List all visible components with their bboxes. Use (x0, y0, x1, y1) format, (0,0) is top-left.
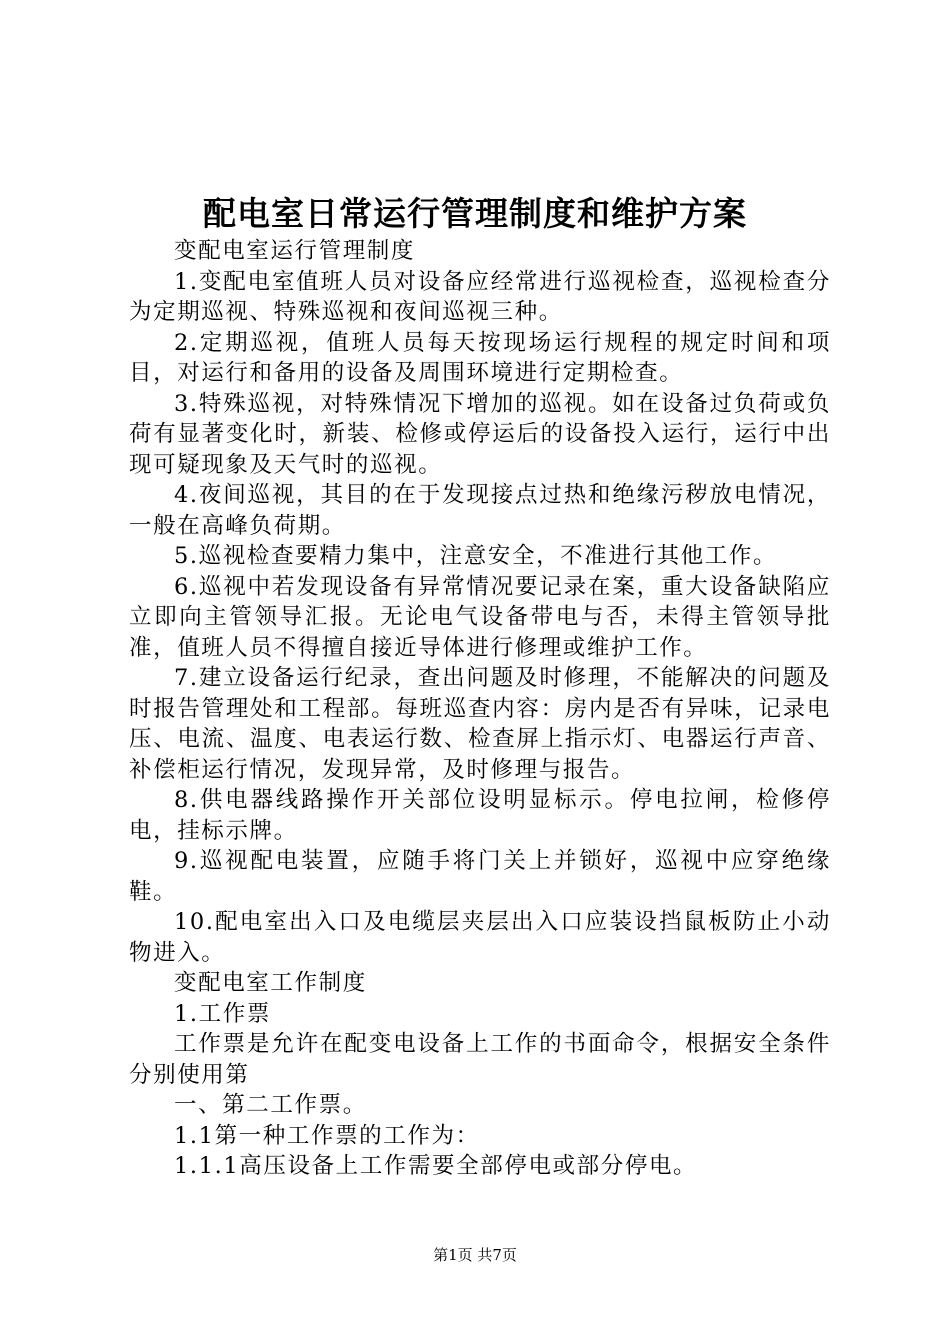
rule-paragraph: 4.夜间巡视，其目的在于发现接点过热和绝缘污秽放电情况，一般在高峰负荷期。 (129, 482, 831, 539)
rule-paragraph: 8.供电器线路操作开关部位设明显标示。停电拉闸，检修停电，挂标示牌。 (129, 787, 831, 844)
body-paragraph: 工作票是允许在配变电设备上工作的书面命令，根据安全条件分别使用第 (129, 1031, 831, 1088)
rule-paragraph: 2.定期巡视，值班人员每天按现场运行规程的规定时间和项目，对运行和备用的设备及周围环境进行定期检查。 (129, 329, 831, 386)
body-paragraph: 一、第二工作票。 (174, 1092, 367, 1118)
rule-paragraph: 5.巡视检查要精力集中，注意安全，不准进行其他工作。 (174, 543, 778, 569)
rule-paragraph: 3.特殊巡视，对特殊情况下增加的巡视。如在设备过负荷或负荷有显著变化时，新装、检修或停运后的设备投入运行，运行中出现可疑现象及天气时的巡视。 (129, 390, 831, 478)
rule-paragraph: 9.巡视配电装置，应随手将门关上并锁好，巡视中应穿绝缘鞋。 (129, 848, 831, 905)
page-footer: 第1页 共7页 (433, 1246, 517, 1264)
subsection-heading: 1.工作票 (174, 1000, 271, 1027)
document-title: 配电室日常运行管理制度和维护方案 (203, 194, 747, 233)
body-paragraph: 1.1第一种工作票的工作为： (174, 1122, 480, 1149)
section-heading: 变配电室运行管理制度 (174, 238, 416, 264)
rule-paragraph: 10.配电室出入口及电缆层夹层出入口应装设挡鼠板防止小动物进入。 (129, 909, 831, 966)
rule-paragraph: 7.建立设备运行纪录，查出问题及时修理，不能解决的问题及时报告管理处和工程部。每班巡查内容：房内是否有异味，记录电压、电流、温度、电表运行数、检查屏上指示灯、电器运行声音、补偿柜运行情况，发现异常，及时修理与报告。 (129, 665, 831, 783)
rule-paragraph: 1.变配电室值班人员对设备应经常进行巡视检查，巡视检查分为定期巡视、特殊巡视和夜间巡视三种。 (129, 268, 831, 325)
body-paragraph: 1.1.1高压设备上工作需要全部停电或部分停电。 (174, 1153, 698, 1179)
rule-paragraph: 6.巡视中若发现设备有异常情况要记录在案，重大设备缺陷应立即向主管领导汇报。无论电气设备带电与否，未得主管领导批准，值班人员不得擅自接近导体进行修理或维护工作。 (129, 573, 831, 661)
section-heading: 变配电室工作制度 (174, 970, 367, 996)
document-body (129, 236, 831, 1182)
